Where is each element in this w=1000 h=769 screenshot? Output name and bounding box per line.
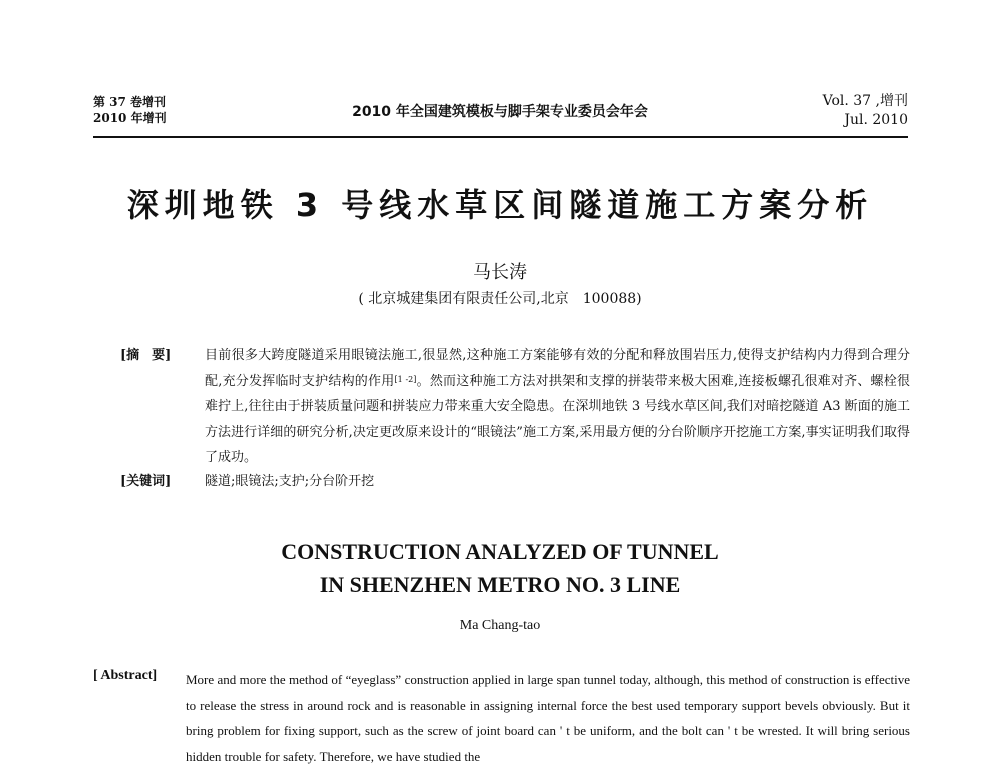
journal-volume-info-en bbox=[823, 92, 908, 130]
citation-ref: [1 -2] bbox=[394, 374, 417, 384]
year-cn: 2010 年增刊 bbox=[93, 111, 167, 125]
keywords-text: 隧道;眼镜法;支护;分台阶开挖 bbox=[205, 474, 375, 489]
volume-en: Vol. 37 ,增刊 bbox=[822, 93, 908, 109]
paper-title: 深圳地铁 3 号线水草区间隧道施工方案分析 bbox=[126, 186, 874, 224]
keywords-label: [关键词] bbox=[120, 474, 172, 489]
english-abstract-label: [ Abstract] bbox=[93, 668, 158, 683]
english-title-line1: CONSTRUCTION ANALYZED OF TUNNEL bbox=[281, 539, 719, 564]
abstract-label: [摘 要] bbox=[120, 348, 172, 363]
author-name: 马长涛 bbox=[473, 262, 527, 283]
date-en: Jul. 2010 bbox=[844, 112, 908, 128]
conference-name: 2010 年全国建筑模板与脚手架专业委员会年会 bbox=[352, 104, 648, 120]
journal-volume-info bbox=[93, 94, 167, 126]
abstract-text-part2: 。然而这种施工方法对拱架和支撑的拼装带来极大困难,连接板螺孔很难对齐、螺栓很难拧上,往往由于拼装质量问题和拼装应力带来重大安全隐患。在深圳地铁 3 号线水草区间,我们对暗挖隧道 A3 断面的施工方法进行详细的研究分析,决定更改原来设计的“眼镜法”施工方案,采用最方便的分台阶顺序开挖施工方案,事实证明我们取得了成功。 bbox=[205, 373, 911, 465]
volume-cn: 第 37 卷增刊 bbox=[93, 95, 167, 109]
abstract-text bbox=[205, 343, 910, 471]
english-title bbox=[0, 535, 1000, 601]
english-author: Ma Chang-tao bbox=[459, 618, 541, 633]
english-title-line2: IN SHENZHEN METRO NO. 3 LINE bbox=[319, 572, 681, 597]
abstract-text-part1: 目前很多大跨度隧道采用眼镜法施工,很显然,这种施工方案能够有效的分配和释放围岩压力,使得支护结构内力得到合理分配,充分发挥临时支护结构的作用 bbox=[205, 348, 910, 389]
header-divider bbox=[93, 136, 908, 138]
english-abstract-text: More and more the method of “eyeglass” construction applied in large span tunnel today, although, this method of construction is effective to release the stress in around rock and is reasonable in assigning internal force the best used temporary support bevels obviously. But it bring problem for fixing support, such as the screw of joint board can ' t be uniform, and the bolt can ' t be wrested. It will bring serious hidden trouble for safety. Therefore, we have studied the bbox=[186, 672, 910, 764]
author-affiliation: ( 北京城建集团有限责任公司,北京 100088) bbox=[358, 291, 642, 307]
